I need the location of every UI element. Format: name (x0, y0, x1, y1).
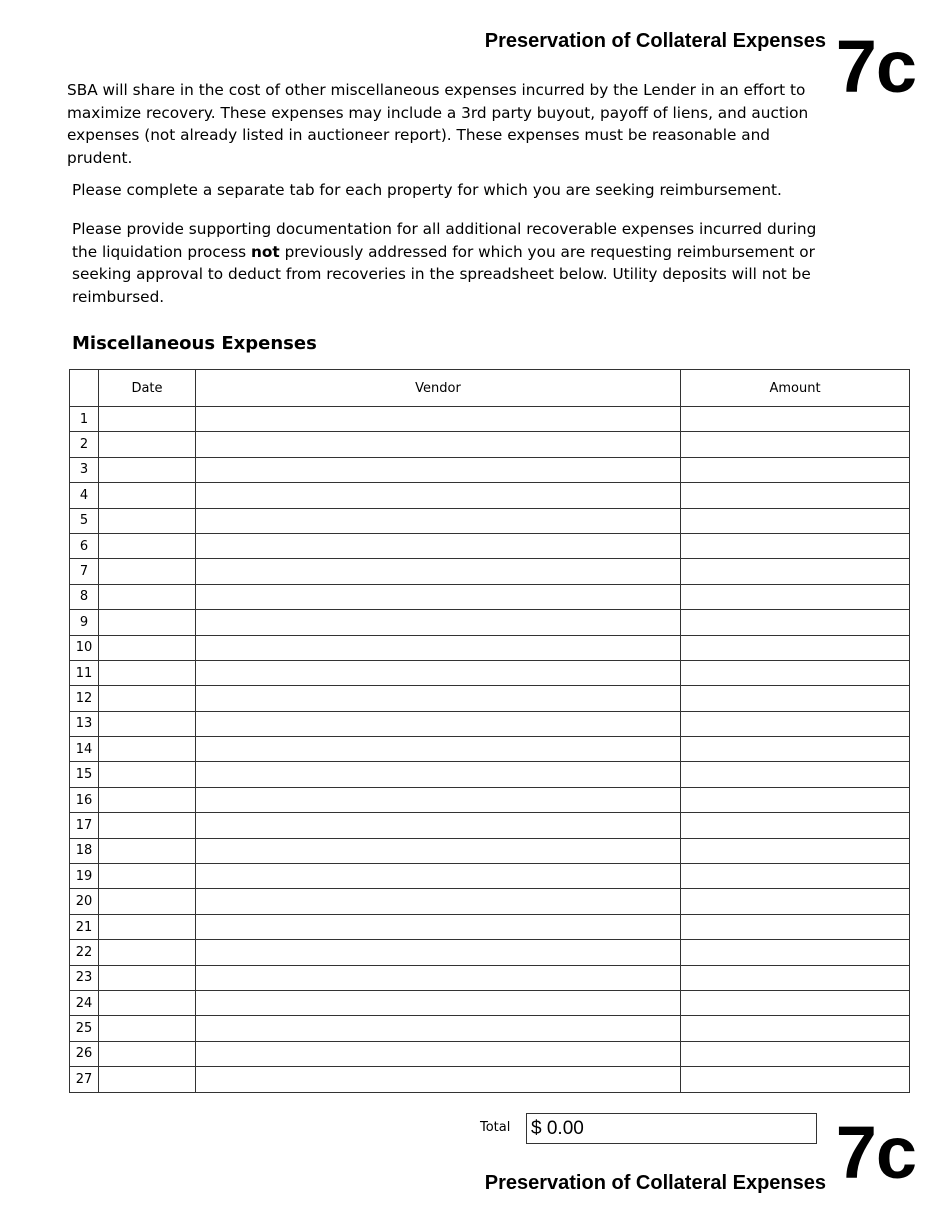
amount-cell[interactable] (681, 813, 910, 838)
vendor-cell[interactable] (196, 914, 681, 939)
table-row (70, 1041, 910, 1066)
vendor-cell[interactable] (196, 838, 681, 863)
table-row (70, 813, 910, 838)
date-cell[interactable] (99, 533, 196, 558)
date-cell[interactable] (99, 457, 196, 482)
section-title: Miscellaneous Expenses (72, 333, 317, 354)
total-field[interactable]: $ 0.00 (526, 1113, 817, 1144)
date-cell[interactable] (99, 762, 196, 787)
vendor-cell[interactable] (196, 940, 681, 965)
vendor-cell[interactable] (196, 762, 681, 787)
table-row (70, 483, 910, 508)
row-number: 25 (70, 1016, 99, 1041)
amount-cell[interactable] (681, 864, 910, 889)
row-number: 20 (70, 889, 99, 914)
column-header-number (70, 370, 99, 407)
row-number: 13 (70, 711, 99, 736)
row-number: 26 (70, 1041, 99, 1066)
table-row (70, 610, 910, 635)
vendor-cell[interactable] (196, 864, 681, 889)
date-cell[interactable] (99, 838, 196, 863)
date-cell[interactable] (99, 635, 196, 660)
intro-paragraph-3 (72, 218, 842, 308)
amount-cell[interactable] (681, 610, 910, 635)
table-row (70, 990, 910, 1015)
amount-cell[interactable] (681, 1067, 910, 1092)
intro-paragraph-3-start: Please provide supporting documentation for all additional recoverable expenses incurred during the liquidation process (72, 220, 817, 261)
vendor-cell[interactable] (196, 508, 681, 533)
form-code: 7c (835, 25, 916, 108)
amount-cell[interactable] (681, 584, 910, 609)
row-number: 3 (70, 457, 99, 482)
row-number: 6 (70, 533, 99, 558)
row-number: 21 (70, 914, 99, 939)
table-row (70, 914, 910, 939)
row-number: 11 (70, 660, 99, 685)
vendor-cell[interactable] (196, 1016, 681, 1041)
vendor-cell[interactable] (196, 1067, 681, 1092)
row-number: 22 (70, 940, 99, 965)
date-cell[interactable] (99, 660, 196, 685)
vendor-cell[interactable] (196, 711, 681, 736)
row-number: 23 (70, 965, 99, 990)
table-row (70, 407, 910, 432)
vendor-cell[interactable] (196, 407, 681, 432)
amount-cell[interactable] (681, 940, 910, 965)
column-header-amount: Amount (681, 370, 910, 407)
date-cell[interactable] (99, 508, 196, 533)
vendor-cell[interactable] (196, 660, 681, 685)
table-row (70, 889, 910, 914)
amount-cell[interactable] (681, 635, 910, 660)
date-cell[interactable] (99, 864, 196, 889)
vendor-cell[interactable] (196, 990, 681, 1015)
date-cell[interactable] (99, 559, 196, 584)
date-cell[interactable] (99, 990, 196, 1015)
amount-cell[interactable] (681, 407, 910, 432)
table-row (70, 559, 910, 584)
vendor-cell[interactable] (196, 737, 681, 762)
date-cell[interactable] (99, 1016, 196, 1041)
amount-cell[interactable] (681, 889, 910, 914)
table-row (70, 864, 910, 889)
vendor-cell[interactable] (196, 635, 681, 660)
amount-cell[interactable] (681, 660, 910, 685)
table-row (70, 686, 910, 711)
table-row (70, 787, 910, 812)
date-cell[interactable] (99, 965, 196, 990)
date-cell[interactable] (99, 584, 196, 609)
table-row (70, 838, 910, 863)
vendor-cell[interactable] (196, 889, 681, 914)
amount-cell[interactable] (681, 432, 910, 457)
total-label: Total (480, 1120, 511, 1135)
row-number: 24 (70, 990, 99, 1015)
table-row (70, 940, 910, 965)
vendor-cell[interactable] (196, 610, 681, 635)
amount-cell[interactable] (681, 1016, 910, 1041)
row-number: 4 (70, 483, 99, 508)
footer-title: Preservation of Collateral Expenses (484, 1172, 826, 1194)
amount-cell[interactable] (681, 483, 910, 508)
table-row (70, 457, 910, 482)
row-number: 12 (70, 686, 99, 711)
date-cell[interactable] (99, 1041, 196, 1066)
table-row (70, 737, 910, 762)
vendor-cell[interactable] (196, 533, 681, 558)
amount-cell[interactable] (681, 559, 910, 584)
table-row (70, 533, 910, 558)
row-number: 9 (70, 610, 99, 635)
vendor-cell[interactable] (196, 1041, 681, 1066)
column-header-date: Date (99, 370, 196, 407)
row-number: 14 (70, 737, 99, 762)
row-number: 19 (70, 864, 99, 889)
amount-cell[interactable] (681, 914, 910, 939)
row-number: 10 (70, 635, 99, 660)
page-title: Preservation of Collateral Expenses (484, 30, 826, 52)
table-row (70, 762, 910, 787)
table-row (70, 432, 910, 457)
table-row (70, 1067, 910, 1092)
row-number: 8 (70, 584, 99, 609)
table-row (70, 1016, 910, 1041)
row-number: 16 (70, 787, 99, 812)
vendor-cell[interactable] (196, 584, 681, 609)
amount-cell[interactable] (681, 533, 910, 558)
date-cell[interactable] (99, 610, 196, 635)
table-body (70, 407, 910, 1093)
row-number: 18 (70, 838, 99, 863)
amount-cell[interactable] (681, 457, 910, 482)
date-cell[interactable] (99, 483, 196, 508)
date-cell[interactable] (99, 407, 196, 432)
table-row (70, 635, 910, 660)
vendor-cell[interactable] (196, 432, 681, 457)
vendor-cell[interactable] (196, 813, 681, 838)
row-number: 7 (70, 559, 99, 584)
row-number: 2 (70, 432, 99, 457)
date-cell[interactable] (99, 1067, 196, 1092)
amount-cell[interactable] (681, 965, 910, 990)
date-cell[interactable] (99, 787, 196, 812)
row-number: 1 (70, 407, 99, 432)
date-cell[interactable] (99, 889, 196, 914)
amount-cell[interactable] (681, 686, 910, 711)
row-number: 17 (70, 813, 99, 838)
amount-cell[interactable] (681, 508, 910, 533)
amount-cell[interactable] (681, 737, 910, 762)
intro-paragraph-2: Please complete a separate tab for each property for which you are seeking reimbursement. (72, 181, 782, 199)
date-cell[interactable] (99, 940, 196, 965)
amount-cell[interactable] (681, 990, 910, 1015)
column-header-vendor: Vendor (196, 370, 681, 407)
table-row (70, 711, 910, 736)
amount-cell[interactable] (681, 762, 910, 787)
amount-cell[interactable] (681, 787, 910, 812)
intro-paragraph-3-end: previously addressed for which you are requesting reimbursement or seeking approval to deduct from recoveries in the spreadsheet below. Utility deposits will not be reimbursed. (72, 242, 815, 306)
table-row (70, 508, 910, 533)
amount-cell[interactable] (681, 711, 910, 736)
vendor-cell[interactable] (196, 559, 681, 584)
intro-paragraph-1: SBA will share in the cost of other miscellaneous expenses incurred by the Lender in an effort to maximize recovery. These expenses may include a 3rd party buyout, payoff of liens, and auction expenses (not already listed in auctioneer report). These expenses must be reasonable and prudent. (67, 81, 809, 167)
vendor-cell[interactable] (196, 483, 681, 508)
table-row (70, 584, 910, 609)
date-cell[interactable] (99, 813, 196, 838)
expenses-table (69, 369, 910, 1093)
date-cell[interactable] (99, 711, 196, 736)
table-header-row (70, 370, 910, 407)
amount-cell[interactable] (681, 838, 910, 863)
amount-cell[interactable] (681, 1041, 910, 1066)
vendor-cell[interactable] (196, 686, 681, 711)
vendor-cell[interactable] (196, 965, 681, 990)
intro-paragraph-3-emphasis: not (251, 242, 280, 261)
row-number: 5 (70, 508, 99, 533)
date-cell[interactable] (99, 686, 196, 711)
row-number: 27 (70, 1067, 99, 1092)
vendor-cell[interactable] (196, 457, 681, 482)
date-cell[interactable] (99, 914, 196, 939)
date-cell[interactable] (99, 432, 196, 457)
vendor-cell[interactable] (196, 787, 681, 812)
table-row (70, 965, 910, 990)
table-row (70, 660, 910, 685)
footer-form-code: 7c (835, 1111, 916, 1194)
date-cell[interactable] (99, 737, 196, 762)
row-number: 15 (70, 762, 99, 787)
